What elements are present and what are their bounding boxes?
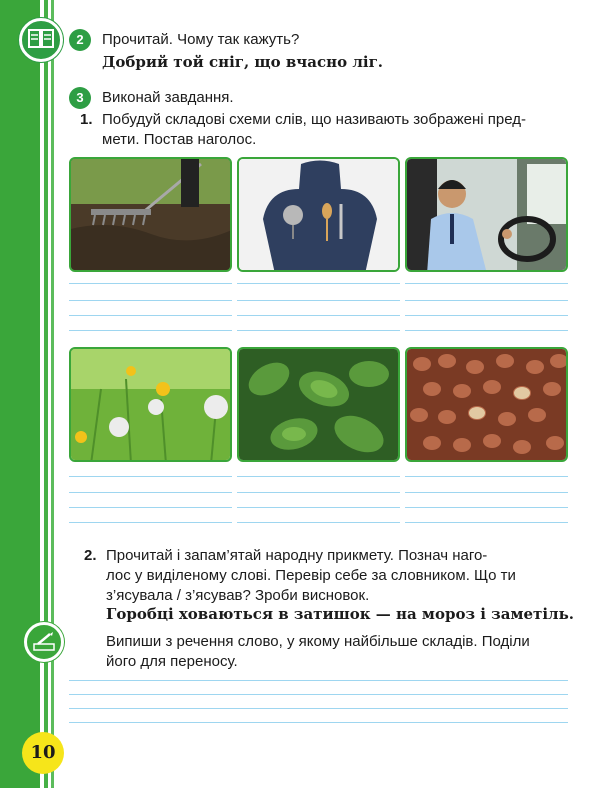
pencil-icon bbox=[24, 622, 64, 662]
answer-line bbox=[405, 283, 568, 284]
nettle-picture bbox=[237, 347, 400, 462]
sentence-end: — на мороз і заметіль. bbox=[370, 605, 575, 623]
answer-line bbox=[69, 522, 232, 523]
folk-omen-sentence bbox=[106, 604, 574, 624]
answer-line bbox=[237, 507, 400, 508]
task-3-instruction: Виконай завдання. bbox=[102, 89, 234, 106]
answer-line bbox=[69, 315, 232, 316]
answer-line bbox=[237, 283, 400, 284]
answer-line bbox=[405, 476, 568, 477]
dandelions-picture bbox=[69, 347, 232, 462]
bus-driver-picture bbox=[405, 157, 568, 272]
answer-line bbox=[69, 300, 232, 301]
answer-line bbox=[237, 492, 400, 493]
subtask-1-number: 1. bbox=[80, 111, 93, 128]
answer-line bbox=[69, 694, 568, 695]
answer-line bbox=[405, 492, 568, 493]
answer-line bbox=[69, 680, 568, 681]
answer-line bbox=[237, 330, 400, 331]
rake-picture bbox=[69, 157, 232, 272]
followup-line-1: Випиши з речення слово, у якому найбільше складів. Поділи bbox=[106, 633, 530, 650]
peanuts-picture bbox=[405, 347, 568, 462]
sentence-start: Горобці ховаються в bbox=[106, 605, 294, 623]
answer-line bbox=[69, 330, 232, 331]
answer-line bbox=[405, 315, 568, 316]
task-2-number: 2 bbox=[69, 29, 91, 51]
answer-line bbox=[69, 476, 232, 477]
task-3-number: 3 bbox=[69, 87, 91, 109]
answer-line bbox=[69, 283, 232, 284]
subtask-2-line-1: Прочитай і запам’ятай народну прикмету. Познач наго- bbox=[106, 547, 488, 564]
answer-line bbox=[405, 522, 568, 523]
answer-line bbox=[405, 330, 568, 331]
answer-line bbox=[69, 708, 568, 709]
answer-line bbox=[405, 300, 568, 301]
green-margin-band bbox=[0, 0, 58, 788]
answer-line bbox=[69, 507, 232, 508]
subtask-1-line-2: мети. Постав наголос. bbox=[102, 131, 257, 148]
subtask-2-number: 2. bbox=[84, 547, 97, 564]
answer-line bbox=[237, 522, 400, 523]
answer-line bbox=[237, 315, 400, 316]
subtask-1-line-1: Побудуй складові схеми слів, що називають зображені пред- bbox=[102, 111, 527, 128]
subtask-2-line-3: з’ясувала / з’ясував? Зроби висновок. bbox=[106, 587, 370, 604]
apron-picture bbox=[237, 157, 400, 272]
page-number: 10 bbox=[22, 732, 64, 774]
answer-line bbox=[237, 476, 400, 477]
followup-line-2: його для переносу. bbox=[106, 653, 238, 670]
task-2-proverb: Добрий той сніг, що вчасно ліг. bbox=[102, 53, 384, 71]
answer-line bbox=[405, 507, 568, 508]
answer-line bbox=[69, 722, 568, 723]
task-2-instruction: Прочитай. Чому так кажуть? bbox=[102, 31, 300, 48]
book-icon bbox=[19, 18, 63, 62]
subtask-2-line-2: лос у виділеному слові. Перевір себе за словником. Що ти bbox=[106, 567, 516, 584]
answer-line bbox=[237, 300, 400, 301]
answer-line bbox=[69, 492, 232, 493]
highlighted-word: затишок bbox=[293, 605, 371, 623]
